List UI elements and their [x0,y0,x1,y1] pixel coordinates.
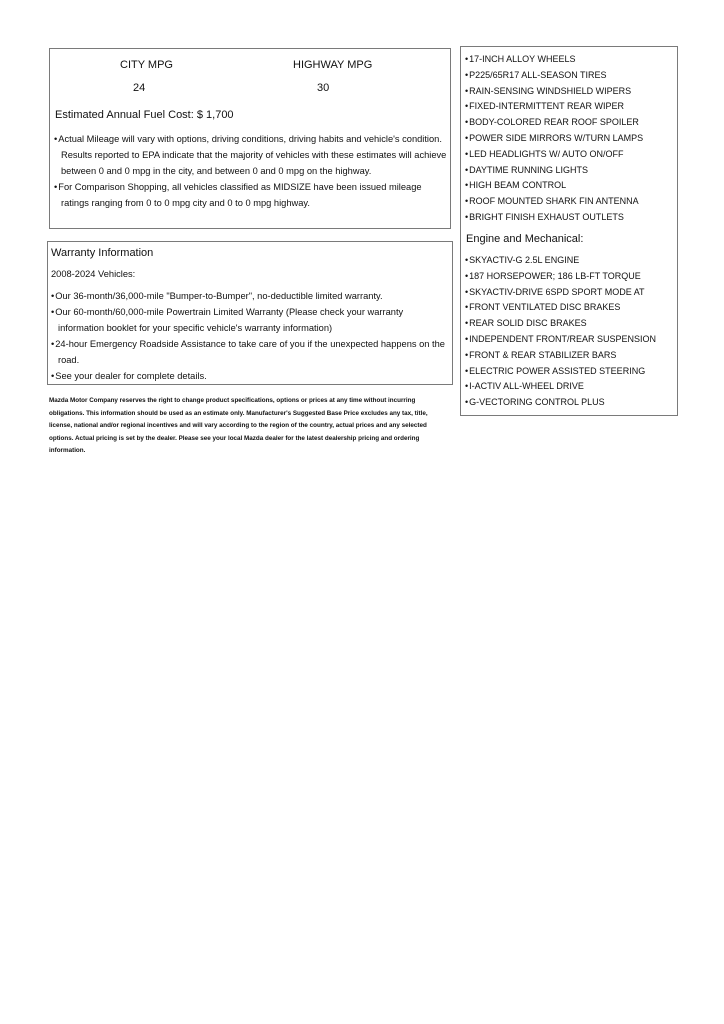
disclaimer-text: Mazda Motor Company reserves the right to change product specifications, options or prices at any time without incurring obligations. This information should be used as an estimate only. Manufacturer's Suggested Base Price excludes any tax, title, license, national and/or regional incentives and will vary according to the region of the country, actual prices and any selected options. Actual pricing is set by the dealer. Please see your local Mazda dealer for the latest dealership pricing and ordering information. [49,397,428,455]
warranty-title: Warranty Information [51,247,154,259]
engine-item: •REAR SOLID DISC BRAKES [465,318,587,329]
feature-item: •17-INCH ALLOY WHEELS [465,54,576,64]
feature-item: •LED HEADLIGHTS W/ AUTO ON/OFF [465,148,624,159]
feature-item: •RAIN-SENSING WINDSHIELD WIPERS [465,85,632,96]
engine-item: •I-ACTIV ALL-WHEEL DRIVE [465,381,584,392]
engine-item: •G-VECTORING CONTROL PLUS [465,397,605,408]
engine-item: •FRONT VENTILATED DISC BRAKES [465,302,621,313]
feature-item: •FIXED-INTERMITTENT REAR WIPER [465,101,624,112]
fuel-note: •Actual Mileage will vary with options, driving conditions, driving habits and vehicle's condition. Results reported to EPA indicate that the majority of vehicles with these estimates will achieve between 0 and 0 mpg in the city, and between 0 and 0 mpg on the highway. [54,134,447,176]
warranty-subtitle: 2008-2024 Vehicles: [51,269,136,279]
engine-item: •INDEPENDENT FRONT/REAR SUSPENSION [465,333,657,344]
feature-list [465,52,677,226]
engine-item: •187 HORSEPOWER; 186 LB-FT TORQUE [465,270,641,281]
warranty-item: •Our 36-month/36,000-mile "Bumper-to-Bumper", no-deductible limited warranty. [51,291,383,301]
feature-item: •P225/65R17 ALL-SEASON TIRES [465,69,607,80]
engine-item: •SKYACTIV-DRIVE 6SPD SPORT MODE AT [465,286,645,297]
features-box [460,46,678,416]
highway-mpg-value: 30 [317,82,330,94]
highway-mpg-label: HIGHWAY MPG [293,59,373,71]
engine-list [465,253,677,411]
engine-mechanical-title: Engine and Mechanical: [466,233,584,245]
engine-item: •SKYACTIV-G 2.5L ENGINE [465,255,580,265]
engine-item: •ELECTRIC POWER ASSISTED STEERING [465,365,646,376]
warranty-item: •See your dealer for complete details. [51,371,207,381]
warranty-list [51,288,449,384]
feature-item: •DAYTIME RUNNING LIGHTS [465,164,588,175]
city-mpg-value: 24 [133,82,146,94]
feature-item: •BRIGHT FINISH EXHAUST OUTLETS [465,211,624,222]
engine-item: •FRONT & REAR STABILIZER BARS [465,349,617,360]
feature-item: •POWER SIDE MIRRORS W/TURN LAMPS [465,132,644,143]
city-mpg-label: CITY MPG [120,59,173,71]
fuel-economy-box [49,48,451,229]
warranty-item: •Our 60-month/60,000-mile Powertrain Limited Warranty (Please check your warranty information booklet for your specific vehicle's warranty information) [51,307,404,333]
fuel-note: •For Comparison Shopping, all vehicles classified as MIDSIZE have been issued mileage ratings ranging from 0 to 0 mpg city and 0 to 0 mpg highway. [54,182,422,208]
feature-item: •BODY-COLORED REAR ROOF SPOILER [465,117,639,128]
warranty-box [47,241,453,385]
fuel-notes [54,131,448,211]
warranty-item: •24-hour Emergency Roadside Assistance to take care of you if the unexpected happens on the road. [51,339,445,365]
feature-item: •ROOF MOUNTED SHARK FIN ANTENNA [465,196,639,207]
annual-fuel-cost: Estimated Annual Fuel Cost: $ 1,700 [55,109,234,121]
feature-item: •HIGH BEAM CONTROL [465,180,567,191]
